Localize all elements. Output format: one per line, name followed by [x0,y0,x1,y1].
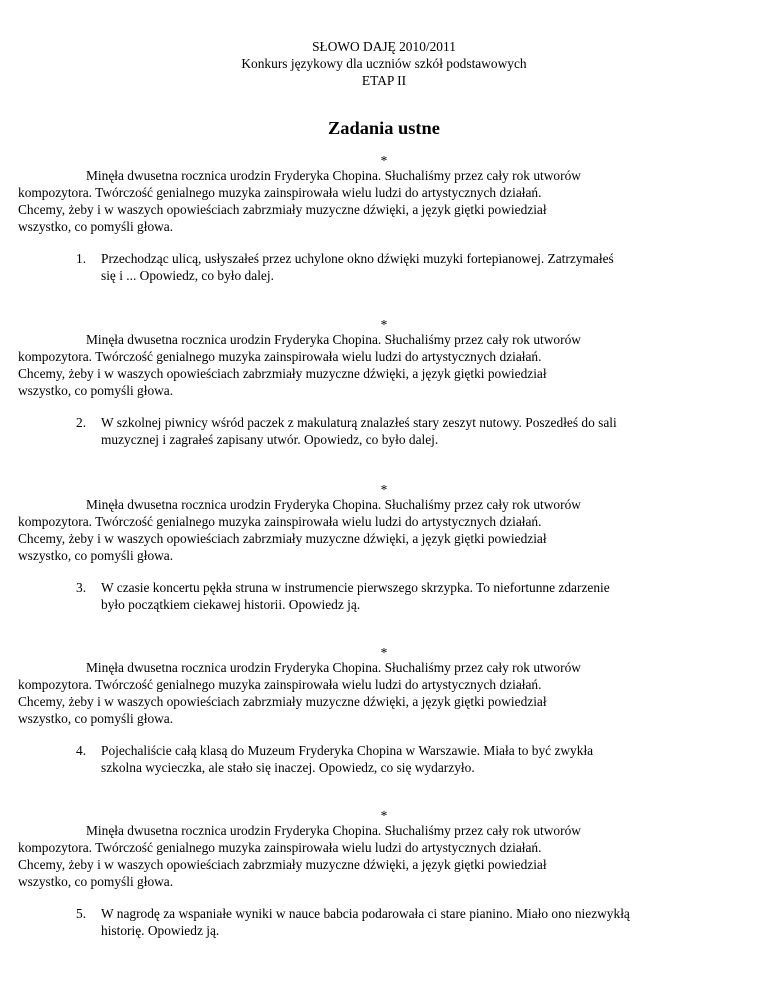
intro-paragraph [18,168,728,236]
task-number: 1. [76,251,87,266]
task-text-line: W czasie koncertu pękła struna w instrumencie pierwszego skrzypka. To niefortunne zdarzenie [101,580,610,595]
task-text-line: szkolna wycieczka, ale stało się inaczej. Opowiedz, co się wydarzyło. [101,760,475,775]
task-text-line: Przechodząc ulicą, usłyszałeś przez uchylone okno dźwięki muzyki fortepianowej. Zatrzymałeś [101,251,614,266]
intro-line: wszystko, co pomyśli głowa. [18,873,174,889]
intro-line: Chcemy, żeby i w waszych opowieściach zabrzmiały muzyczne dźwięki, a język giętki powiedział [18,856,547,872]
task-text-line: W nagrodę za wspaniałe wyniki w nauce babcia podarowała ci stare pianino. Miało ono niezwykłą [101,906,630,921]
intro-line: Chcemy, żeby i w waszych opowieściach zabrzmiały muzyczne dźwięki, a język giętki powiedział [18,530,547,546]
intro-line: Minęła dwusetna rocznica urodzin Fryderyka Chopina. Słuchaliśmy przez cały rok utworów [86,497,581,512]
intro-line: kompozytora. Twórczość genialnego muzyka zainspirowała wielu ludzi do artystycznych działań. [18,513,542,529]
task-item [0,905,768,939]
section-separator-star: * [380,645,388,660]
task-item [0,414,768,448]
task-number: 2. [76,415,87,430]
task-item [0,579,768,613]
intro-line: Minęła dwusetna rocznica urodzin Fryderyka Chopina. Słuchaliśmy przez cały rok utworów [86,332,581,347]
task-number: 5. [76,906,87,921]
contest-description: Konkurs językowy dla uczniów szkół podstawowych [241,55,527,71]
task-text-line: było początkiem ciekawej historii. Opowiedz ją. [101,597,361,612]
section-separator-star: * [380,317,388,332]
intro-paragraph [18,823,728,891]
intro-line: wszystko, co pomyśli głowa. [18,382,174,398]
task-item [0,250,768,284]
task-text-line: muzycznej i zagrałeś zapisany utwór. Opowiedz, co było dalej. [101,432,439,447]
intro-line: kompozytora. Twórczość genialnego muzyka zainspirowała wielu ludzi do artystycznych działań. [18,839,542,855]
intro-line: Chcemy, żeby i w waszych opowieściach zabrzmiały muzyczne dźwięki, a język giętki powiedział [18,365,547,381]
task-number: 4. [76,743,87,758]
intro-line: Chcemy, żeby i w waszych opowieściach zabrzmiały muzyczne dźwięki, a język giętki powiedział [18,201,547,217]
task-text-line: Pojechaliście całą klasą do Muzeum Fryderyka Chopina w Warszawie. Miała to być zwykła [101,743,594,758]
intro-line: Minęła dwusetna rocznica urodzin Fryderyka Chopina. Słuchaliśmy przez cały rok utworów [86,168,581,183]
intro-line: kompozytora. Twórczość genialnego muzyka zainspirowała wielu ludzi do artystycznych działań. [18,184,542,200]
intro-line: wszystko, co pomyśli głowa. [18,218,174,234]
intro-line: Chcemy, żeby i w waszych opowieściach zabrzmiały muzyczne dźwięki, a język giętki powiedział [18,693,547,709]
intro-line: wszystko, co pomyśli głowa. [18,710,174,726]
task-text-line: się i ... Opowiedz, co było dalej. [101,268,274,283]
section-separator-star: * [380,482,388,497]
document-header [0,39,768,89]
task-text-line: W szkolnej piwnicy wśród paczek z makulaturą znalazłeś stary zeszyt nutowy. Poszedłeś do sali [101,415,617,430]
intro-line: kompozytora. Twórczość genialnego muzyka zainspirowała wielu ludzi do artystycznych działań. [18,676,542,692]
task-text-line: historię. Opowiedz ją. [101,923,220,938]
intro-line: Minęła dwusetna rocznica urodzin Fryderyka Chopina. Słuchaliśmy przez cały rok utworów [86,660,581,675]
intro-paragraph [18,660,728,728]
task-number: 3. [76,580,87,595]
section-separator-star: * [380,808,388,823]
intro-paragraph [18,332,728,400]
contest-name: SŁOWO DAJĘ 2010/2011 [312,39,456,54]
intro-line: Minęła dwusetna rocznica urodzin Fryderyka Chopina. Słuchaliśmy przez cały rok utworów [86,823,581,838]
intro-line: kompozytora. Twórczość genialnego muzyka zainspirowała wielu ludzi do artystycznych działań. [18,348,542,364]
contest-stage: ETAP II [361,72,407,88]
task-item [0,742,768,776]
page-title: Zadania ustne [328,118,440,138]
section-separator-star: * [380,153,388,168]
intro-paragraph [18,497,728,565]
intro-line: wszystko, co pomyśli głowa. [18,547,174,563]
